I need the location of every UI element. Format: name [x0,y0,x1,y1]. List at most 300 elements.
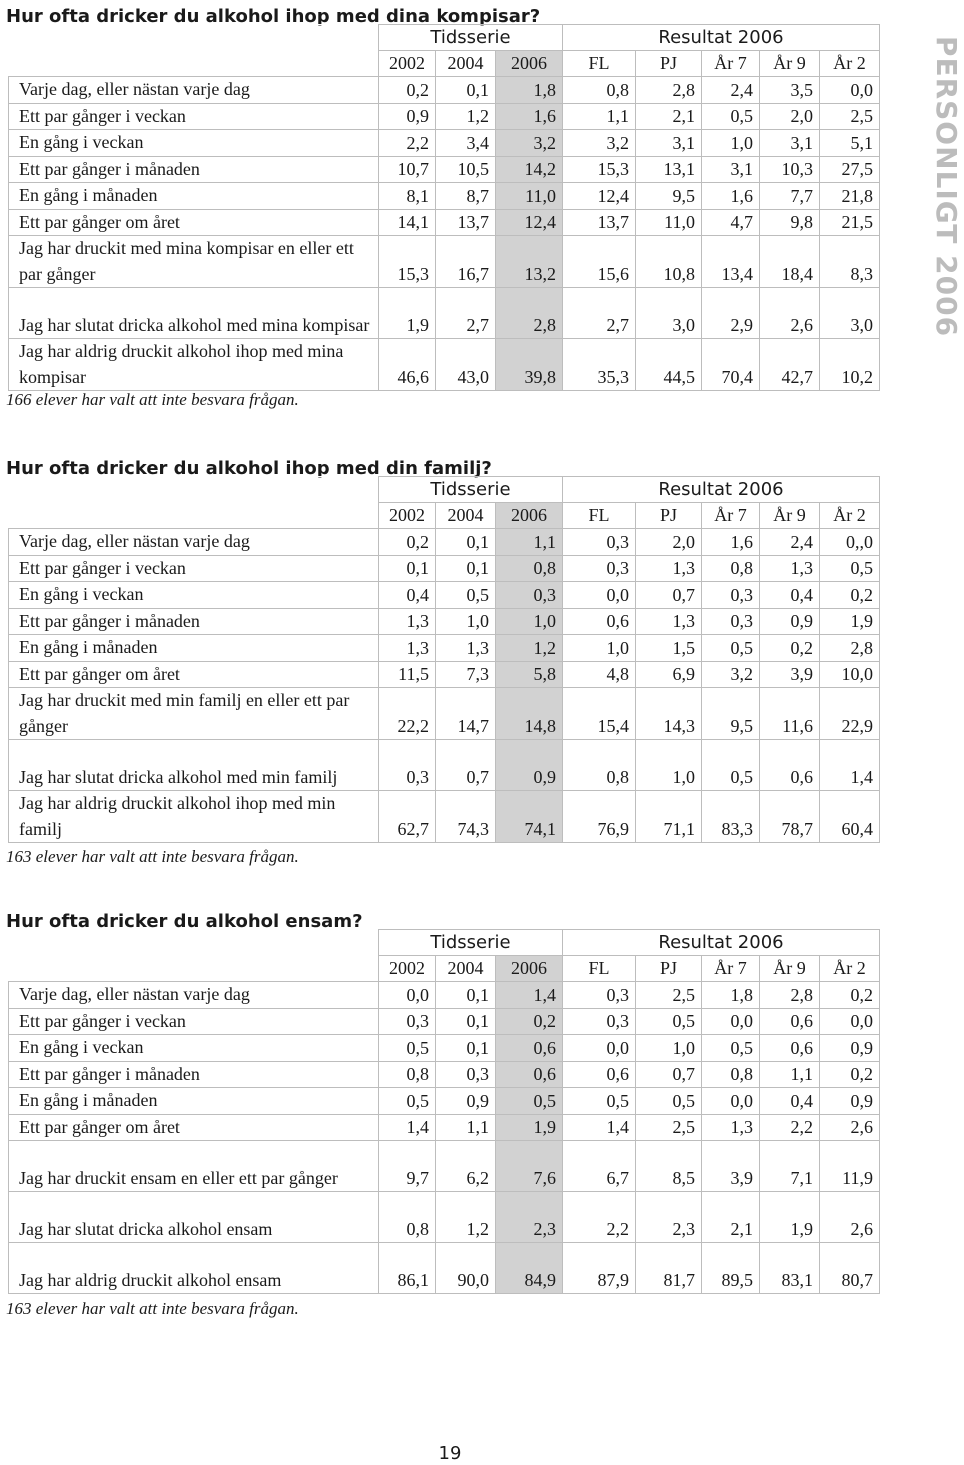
table-row [9,529,880,556]
cell-value: 0,6 [563,1061,636,1088]
cell-value: 2,5 [636,1114,702,1141]
cell-value: 0,0 [379,982,436,1009]
cell-value: 46,6 [379,339,436,391]
row-label: Ett par gånger i månaden [9,156,379,183]
row-label: Ett par gånger i veckan [9,1008,379,1035]
table-row [9,740,880,791]
cell-value: 0,1 [436,1008,496,1035]
row-label: Ett par gånger om året [9,209,379,236]
table-row [9,156,880,183]
header-blank [9,25,379,77]
column-header: År 9 [760,51,820,77]
cell-value: 14,1 [379,209,436,236]
cell-value: 0,0 [820,77,880,104]
cell-value: 2,7 [436,288,496,339]
cell-value: 2,6 [820,1114,880,1141]
cell-value: 14,2 [496,156,563,183]
cell-value: 10,5 [436,156,496,183]
column-header: 2002 [379,956,436,982]
cell-value: 1,0 [636,740,702,791]
table-row [9,555,880,582]
cell-value: 0,1 [436,982,496,1009]
cell-value: 0,3 [436,1061,496,1088]
column-header: År 2 [820,503,880,529]
cell-value: 14,3 [636,688,702,740]
cell-value: 43,0 [436,339,496,391]
cell-value: 3,1 [760,130,820,157]
cell-value: 13,7 [436,209,496,236]
cell-value: 35,3 [563,339,636,391]
cell-value: 2,2 [563,1192,636,1243]
row-label: En gång i veckan [9,1035,379,1062]
cell-value: 86,1 [379,1243,436,1294]
cell-value: 0,1 [379,555,436,582]
header-blank [9,930,379,982]
cell-value: 7,3 [436,661,496,688]
cell-value: 0,5 [702,1035,760,1062]
cell-value: 74,3 [436,791,496,843]
row-label: En gång i månaden [9,1088,379,1115]
cell-value: 89,5 [702,1243,760,1294]
row-label: Jag har aldrig druckit alkohol ihop med mina kompisar [9,339,379,391]
column-header: År 2 [820,956,880,982]
table-row [9,1061,880,1088]
cell-value: 15,6 [563,236,636,288]
column-header: FL [563,956,636,982]
cell-value: 0,6 [760,1035,820,1062]
cell-value: 18,4 [760,236,820,288]
column-header: År 9 [760,956,820,982]
cell-value: 10,8 [636,236,702,288]
cell-value: 1,3 [436,635,496,662]
cell-value: 71,1 [636,791,702,843]
row-label: En gång i veckan [9,582,379,609]
cell-value: 1,3 [760,555,820,582]
cell-value: 1,3 [379,635,436,662]
table-row [9,635,880,662]
cell-value: 0,8 [379,1061,436,1088]
row-label: Jag har druckit ensam en eller ett par gånger [9,1141,379,1192]
row-label: Ett par gånger om året [9,1114,379,1141]
cell-value: 1,0 [702,130,760,157]
cell-value: 2,1 [702,1192,760,1243]
cell-value: 10,0 [820,661,880,688]
cell-value: 1,3 [636,608,702,635]
cell-value: 14,7 [436,688,496,740]
cell-value: 78,7 [760,791,820,843]
cell-value: 0,7 [636,1061,702,1088]
cell-value: 8,3 [820,236,880,288]
cell-value: 0,9 [436,1088,496,1115]
cell-value: 15,3 [379,236,436,288]
table-row [9,130,880,157]
cell-value: 4,8 [563,661,636,688]
cell-value: 3,2 [702,661,760,688]
cell-value: 8,1 [379,183,436,210]
cell-value: 1,3 [379,608,436,635]
cell-value: 2,7 [563,288,636,339]
row-label: En gång i veckan [9,130,379,157]
cell-value: 0,5 [496,1088,563,1115]
column-header: År 7 [702,956,760,982]
column-header: År 7 [702,51,760,77]
cell-value: 0,6 [563,608,636,635]
cell-value: 7,6 [496,1141,563,1192]
column-header: År 7 [702,503,760,529]
cell-value: 2,8 [636,77,702,104]
footnote: 163 elever har valt att inte besvara frågan. [6,1299,299,1318]
row-label: Varje dag, eller nästan varje dag [9,77,379,104]
table-row [9,103,880,130]
column-header: 2004 [436,503,496,529]
cell-value: 27,5 [820,156,880,183]
cell-value: 0,3 [563,555,636,582]
cell-value: 0,3 [563,1008,636,1035]
cell-value: 39,8 [496,339,563,391]
cell-value: 2,1 [636,103,702,130]
row-label: En gång i månaden [9,635,379,662]
cell-value: 3,2 [496,130,563,157]
row-label: Ett par gånger i veckan [9,555,379,582]
cell-value: 0,1 [436,1035,496,1062]
cell-value: 1,9 [760,1192,820,1243]
cell-value: 2,3 [496,1192,563,1243]
cell-value: 6,7 [563,1141,636,1192]
cell-value: 0,9 [379,103,436,130]
cell-value: 3,5 [760,77,820,104]
cell-value: 1,6 [702,529,760,556]
cell-value: 0,5 [702,635,760,662]
cell-value: 0,5 [379,1035,436,1062]
cell-value: 0,1 [436,529,496,556]
row-label: Jag har druckit med mina kompisar en eller ett par gånger [9,236,379,288]
cell-value: 21,5 [820,209,880,236]
cell-value: 1,4 [563,1114,636,1141]
cell-value: 2,8 [496,288,563,339]
cell-value: 3,9 [702,1141,760,1192]
row-label: Ett par gånger om året [9,661,379,688]
cell-value: 1,6 [702,183,760,210]
cell-value: 3,2 [563,130,636,157]
side-label [932,6,962,366]
column-header: 2002 [379,51,436,77]
cell-value: 2,4 [760,529,820,556]
data-table [8,929,880,1294]
cell-value: 13,4 [702,236,760,288]
cell-value: 0,5 [820,555,880,582]
cell-value: 70,4 [702,339,760,391]
cell-value: 0,2 [496,1008,563,1035]
table-row [9,1088,880,1115]
cell-value: 1,4 [379,1114,436,1141]
cell-value: 4,7 [702,209,760,236]
cell-value: 0,7 [636,582,702,609]
column-header: PJ [636,956,702,982]
cell-value: 3,9 [760,661,820,688]
cell-value: 6,2 [436,1141,496,1192]
cell-value: 84,9 [496,1243,563,1294]
table-row [9,77,880,104]
footnote: 163 elever har valt att inte besvara frågan. [6,847,299,866]
row-label: Jag har druckit med min familj en eller ett par gånger [9,688,379,740]
cell-value: 2,0 [636,529,702,556]
table-row [9,661,880,688]
cell-value: 0,5 [563,1088,636,1115]
cell-value: 0,0 [563,1035,636,1062]
row-label: Jag har slutat dricka alkohol med min familj [9,740,379,791]
row-label: Jag har slutat dricka alkohol med mina kompisar [9,288,379,339]
cell-value: 22,9 [820,688,880,740]
cell-value: 3,0 [820,288,880,339]
cell-value: 1,0 [563,635,636,662]
group-header-resultat: Resultat 2006 [563,477,880,503]
side-label-text: PERSONLIGT 2006 [930,35,964,337]
cell-value: 0,8 [496,555,563,582]
cell-value: 0,3 [379,740,436,791]
header-blank [9,477,379,529]
cell-value: 1,5 [636,635,702,662]
cell-value: 15,3 [563,156,636,183]
cell-value: 0,4 [379,582,436,609]
cell-value: 11,6 [760,688,820,740]
cell-value: 2,4 [702,77,760,104]
cell-value: 1,2 [496,635,563,662]
cell-value: 0,6 [496,1035,563,1062]
cell-value: 11,9 [820,1141,880,1192]
cell-value: 1,9 [379,288,436,339]
table-row [9,236,880,288]
cell-value: 0,2 [820,1061,880,1088]
cell-value: 13,1 [636,156,702,183]
cell-value: 1,0 [436,608,496,635]
cell-value: 13,2 [496,236,563,288]
cell-value: 90,0 [436,1243,496,1294]
cell-value: 9,8 [760,209,820,236]
column-header: 2004 [436,956,496,982]
cell-value: 1,4 [496,982,563,1009]
cell-value: 11,0 [496,183,563,210]
cell-value: 3,1 [702,156,760,183]
cell-value: 1,2 [436,103,496,130]
section-title: Hur ofta dricker du alkohol ihop med din familj? [6,458,492,479]
cell-value: 44,5 [636,339,702,391]
table-row [9,1008,880,1035]
cell-value: 0,2 [820,982,880,1009]
row-label: Ett par gånger i månaden [9,608,379,635]
cell-value: 1,4 [820,740,880,791]
column-header: 2004 [436,51,496,77]
column-header: 2006 [496,51,563,77]
cell-value: 42,7 [760,339,820,391]
cell-value: 16,7 [436,236,496,288]
table-row [9,1243,880,1294]
cell-value: 10,2 [820,339,880,391]
cell-value: 80,7 [820,1243,880,1294]
row-label: Jag har aldrig druckit alkohol ihop med min familj [9,791,379,843]
table-row [9,791,880,843]
group-header-tidsserie: Tidsserie [379,477,563,503]
cell-value: 1,9 [496,1114,563,1141]
cell-value: 0,,0 [820,529,880,556]
cell-value: 1,1 [760,1061,820,1088]
row-label: Jag har slutat dricka alkohol ensam [9,1192,379,1243]
row-label: Ett par gånger i veckan [9,103,379,130]
cell-value: 5,1 [820,130,880,157]
cell-value: 0,1 [436,555,496,582]
cell-value: 0,5 [702,740,760,791]
cell-value: 0,0 [820,1008,880,1035]
cell-value: 0,5 [379,1088,436,1115]
cell-value: 0,2 [379,529,436,556]
cell-value: 3,1 [636,130,702,157]
table-row [9,1114,880,1141]
cell-value: 0,2 [379,77,436,104]
cell-value: 83,1 [760,1243,820,1294]
cell-value: 0,5 [636,1088,702,1115]
cell-value: 9,7 [379,1141,436,1192]
cell-value: 1,8 [496,77,563,104]
cell-value: 1,2 [436,1192,496,1243]
cell-value: 76,9 [563,791,636,843]
cell-value: 0,9 [760,608,820,635]
page-number: 19 [438,1443,462,1464]
cell-value: 22,2 [379,688,436,740]
cell-value: 1,1 [496,529,563,556]
cell-value: 0,0 [702,1008,760,1035]
cell-value: 21,8 [820,183,880,210]
cell-value: 5,8 [496,661,563,688]
cell-value: 0,6 [760,1008,820,1035]
cell-value: 0,5 [636,1008,702,1035]
cell-value: 2,5 [636,982,702,1009]
cell-value: 2,8 [760,982,820,1009]
cell-value: 1,1 [563,103,636,130]
footnote: 166 elever har valt att inte besvara frågan. [6,390,299,409]
table-row [9,1141,880,1192]
cell-value: 9,5 [702,688,760,740]
cell-value: 0,0 [563,582,636,609]
cell-value: 9,5 [636,183,702,210]
cell-value: 12,4 [563,183,636,210]
cell-value: 2,9 [702,288,760,339]
cell-value: 0,3 [496,582,563,609]
cell-value: 0,2 [820,582,880,609]
table-row [9,982,880,1009]
column-header: FL [563,503,636,529]
cell-value: 74,1 [496,791,563,843]
data-table [8,476,880,843]
table-row [9,1035,880,1062]
cell-value: 13,7 [563,209,636,236]
cell-value: 11,5 [379,661,436,688]
cell-value: 0,0 [702,1088,760,1115]
row-label: Varje dag, eller nästan varje dag [9,982,379,1009]
cell-value: 2,2 [760,1114,820,1141]
table-row [9,209,880,236]
cell-value: 0,5 [702,103,760,130]
cell-value: 2,6 [820,1192,880,1243]
cell-value: 2,5 [820,103,880,130]
cell-value: 0,9 [820,1088,880,1115]
cell-value: 2,6 [760,288,820,339]
column-header: PJ [636,503,702,529]
row-label: Varje dag, eller nästan varje dag [9,529,379,556]
cell-value: 1,9 [820,608,880,635]
cell-value: 0,3 [379,1008,436,1035]
group-header-resultat: Resultat 2006 [563,930,880,956]
cell-value: 0,3 [702,582,760,609]
cell-value: 62,7 [379,791,436,843]
cell-value: 0,3 [563,982,636,1009]
cell-value: 1,1 [436,1114,496,1141]
cell-value: 2,8 [820,635,880,662]
cell-value: 0,8 [379,1192,436,1243]
cell-value: 1,8 [702,982,760,1009]
table-row [9,688,880,740]
column-header: 2006 [496,956,563,982]
cell-value: 3,4 [436,130,496,157]
table-row [9,288,880,339]
column-header: År 2 [820,51,880,77]
column-header: FL [563,51,636,77]
cell-value: 2,2 [379,130,436,157]
column-header: År 9 [760,503,820,529]
cell-value: 0,9 [820,1035,880,1062]
cell-value: 0,6 [496,1061,563,1088]
cell-value: 0,3 [702,608,760,635]
cell-value: 6,9 [636,661,702,688]
cell-value: 1,0 [636,1035,702,1062]
cell-value: 0,8 [563,740,636,791]
cell-value: 10,7 [379,156,436,183]
cell-value: 0,3 [563,529,636,556]
cell-value: 1,3 [702,1114,760,1141]
cell-value: 14,8 [496,688,563,740]
row-label: Jag har aldrig druckit alkohol ensam [9,1243,379,1294]
section-title: Hur ofta dricker du alkohol ensam? [6,911,363,932]
column-header: PJ [636,51,702,77]
group-header-tidsserie: Tidsserie [379,25,563,51]
cell-value: 60,4 [820,791,880,843]
cell-value: 0,6 [760,740,820,791]
column-header: 2006 [496,503,563,529]
cell-value: 0,8 [702,555,760,582]
cell-value: 0,7 [436,740,496,791]
cell-value: 0,9 [496,740,563,791]
cell-value: 8,7 [436,183,496,210]
cell-value: 7,7 [760,183,820,210]
cell-value: 0,1 [436,77,496,104]
cell-value: 1,6 [496,103,563,130]
table-row [9,1192,880,1243]
cell-value: 0,8 [563,77,636,104]
group-header-resultat: Resultat 2006 [563,25,880,51]
cell-value: 0,5 [436,582,496,609]
cell-value: 0,4 [760,1088,820,1115]
cell-value: 3,0 [636,288,702,339]
column-header: 2002 [379,503,436,529]
section-title: Hur ofta dricker du alkohol ihop med dina kompisar? [6,6,541,27]
cell-value: 0,2 [760,635,820,662]
table-row [9,339,880,391]
table-row [9,183,880,210]
cell-value: 87,9 [563,1243,636,1294]
row-label: Ett par gånger i månaden [9,1061,379,1088]
table-row [9,608,880,635]
cell-value: 11,0 [636,209,702,236]
cell-value: 1,3 [636,555,702,582]
cell-value: 7,1 [760,1141,820,1192]
